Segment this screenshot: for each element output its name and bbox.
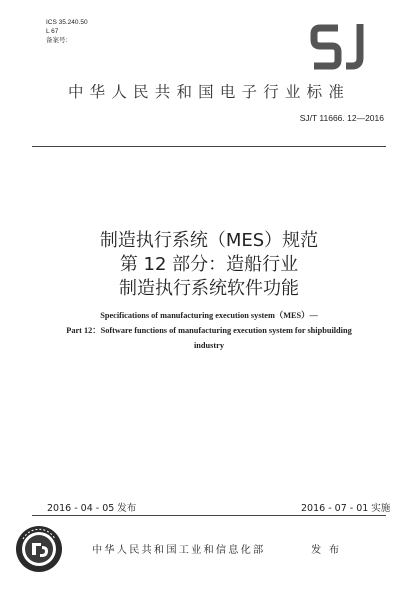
footer-divider (32, 515, 386, 516)
title-cn-line1: 制造执行系统（MES）规范 (99, 230, 319, 251)
title-en-line2: Part 12：Software functions of manufacturing execution system for shipbuilding (66, 326, 352, 335)
issue-date: 2016 - 04 - 05 发布 (47, 503, 137, 514)
effective-date: 2016 - 07 - 01 实施 (301, 503, 391, 514)
issuing-authority: 中华人民共和国工业和信息化部 (92, 545, 266, 556)
standard-name: 中华人民共和国电子行业标准 (67, 83, 351, 101)
standard-number: SJ/T 11666. 12—2016 (299, 113, 384, 123)
sj-logo-icon (310, 20, 372, 72)
filing-number-label: 备案号: (46, 37, 68, 44)
publisher-seal-icon (15, 525, 63, 573)
title-cn-line3: 制造执行系统软件功能 (119, 278, 299, 299)
title-en-line1: Specifications of manufacturing execution system（MES）— (100, 311, 318, 320)
ics-code: ICS 35.240.50 (46, 19, 88, 26)
publish-label: 发 布 (311, 545, 342, 556)
title-cn-line2: 第 12 部分：造船行业 (119, 254, 299, 275)
header-divider (32, 146, 386, 147)
title-en-line3: industry (194, 341, 224, 350)
classification-code: L 67 (46, 28, 59, 35)
